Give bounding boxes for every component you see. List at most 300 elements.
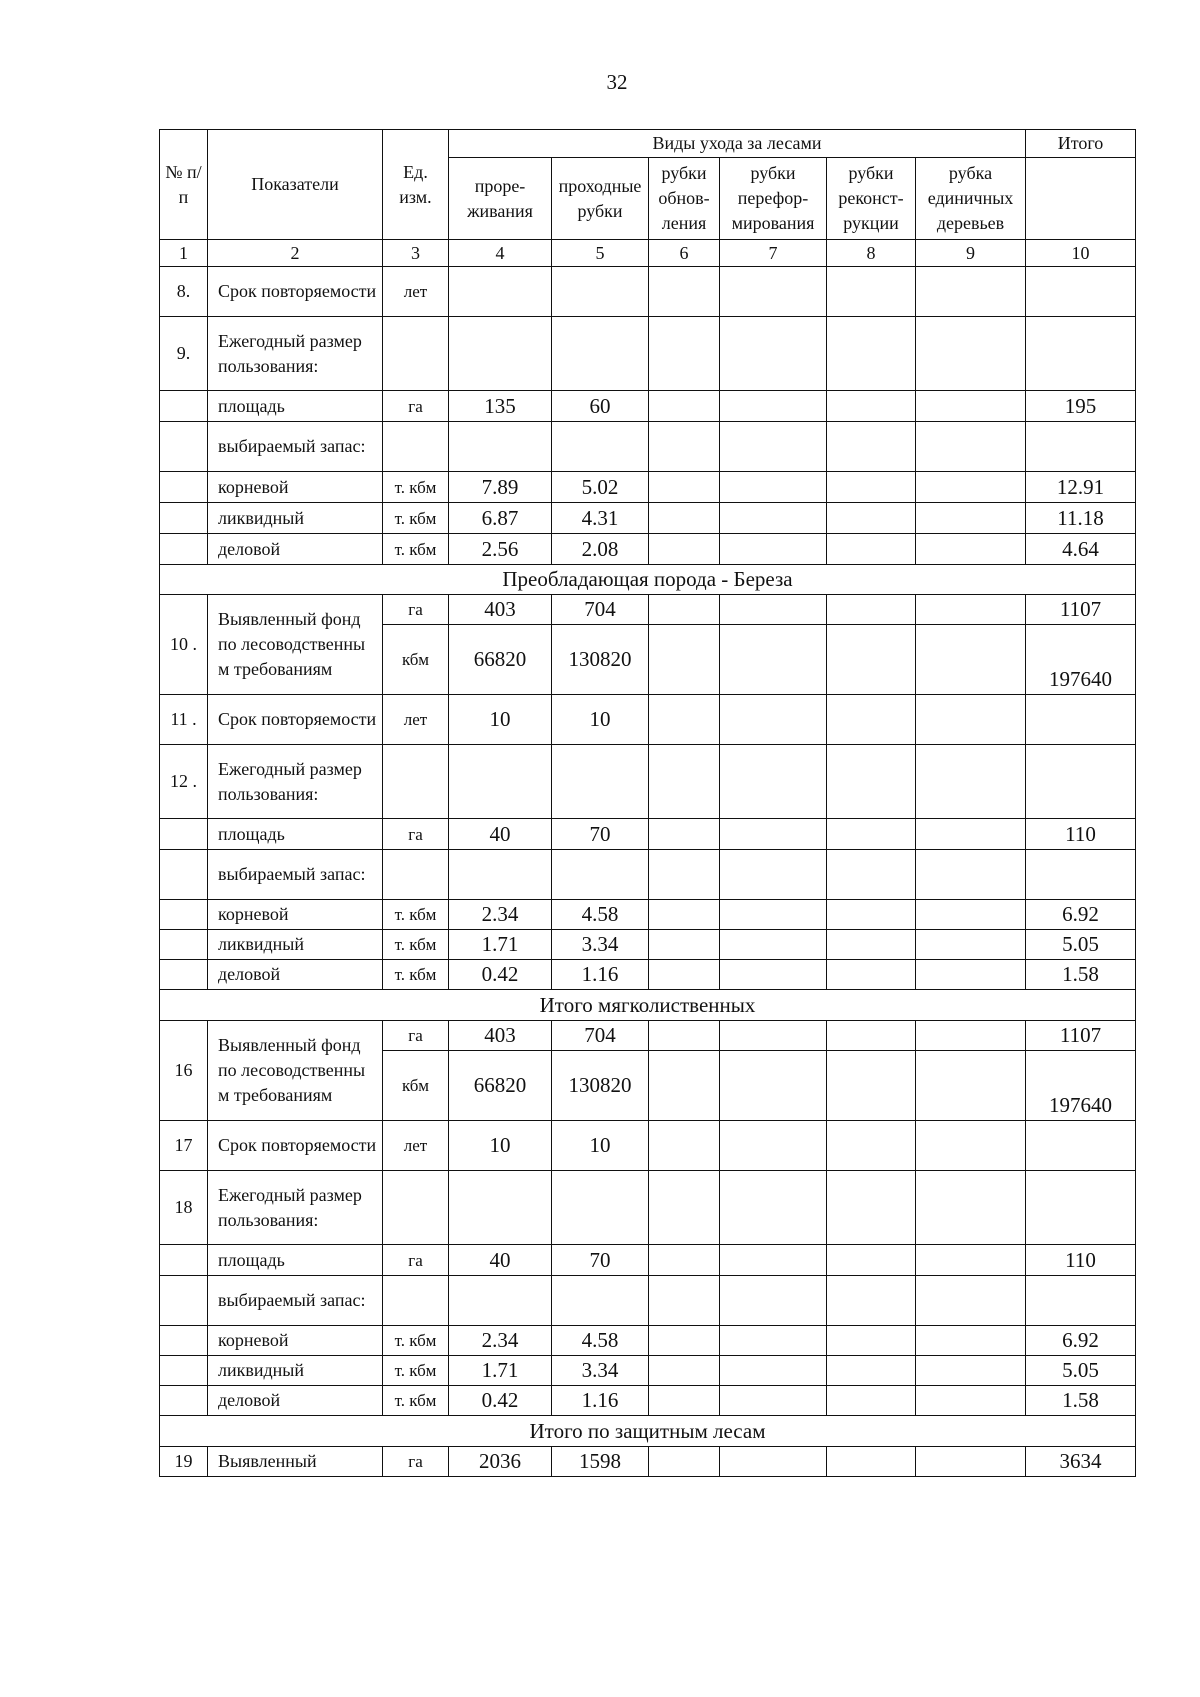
value-passage-cutting: 3.34: [552, 1356, 649, 1386]
empty-cell: [649, 1051, 720, 1121]
empty-cell: [916, 745, 1026, 819]
row-unit: кбм: [383, 625, 449, 695]
row-unit: га: [383, 595, 449, 625]
empty-cell: [916, 317, 1026, 391]
value-total: 1.58: [1026, 1386, 1136, 1416]
row-number: [160, 534, 208, 565]
value-passage-cutting: 60: [552, 391, 649, 422]
header-col-7: рубки перефор-мирования: [720, 158, 827, 240]
row-unit: га: [383, 819, 449, 850]
empty-cell: [827, 595, 916, 625]
empty-cell: [916, 850, 1026, 900]
row-unit: [383, 422, 449, 472]
row-label: Срок повторяемости: [208, 267, 383, 317]
empty-cell: [827, 1051, 916, 1121]
row-number: 18: [160, 1171, 208, 1245]
row-label: ликвидный: [208, 503, 383, 534]
row-number: 9.: [160, 317, 208, 391]
value-thinning: 7.89: [449, 472, 552, 503]
table-row: [160, 267, 1136, 317]
row-number: 16: [160, 1021, 208, 1121]
row-label: Выявленный фонд по лесоводственны м требованиям: [208, 1021, 383, 1121]
value-passage-cutting: 130820: [552, 625, 649, 695]
row-label: Срок повторяемости: [208, 1121, 383, 1171]
row-unit: т. кбм: [383, 900, 449, 930]
row-number: [160, 1356, 208, 1386]
value-total: [1026, 267, 1136, 317]
empty-cell: [720, 850, 827, 900]
value-total: [1026, 745, 1136, 819]
empty-cell: [720, 819, 827, 850]
table-row: [160, 1326, 1136, 1356]
row-unit: т. кбм: [383, 1356, 449, 1386]
value-passage-cutting: 70: [552, 819, 649, 850]
row-number: [160, 422, 208, 472]
empty-cell: [649, 819, 720, 850]
empty-cell: [720, 1386, 827, 1416]
value-total: 1.58: [1026, 960, 1136, 990]
empty-cell: [827, 1121, 916, 1171]
empty-cell: [720, 625, 827, 695]
page-number: 32: [606, 70, 628, 94]
empty-cell: [720, 1121, 827, 1171]
empty-cell: [649, 1386, 720, 1416]
value-total: [1026, 1121, 1136, 1171]
table-row: [160, 960, 1136, 990]
section-title: Преобладающая порода - Береза: [160, 565, 1136, 595]
empty-cell: [916, 422, 1026, 472]
col-number: 1: [160, 240, 208, 267]
value-thinning: 6.87: [449, 503, 552, 534]
row-label: выбираемый запас:: [208, 850, 383, 900]
row-number: [160, 391, 208, 422]
empty-cell: [916, 1386, 1026, 1416]
row-unit: т. кбм: [383, 503, 449, 534]
row-label: деловой: [208, 534, 383, 565]
empty-cell: [827, 1021, 916, 1051]
row-unit: [383, 850, 449, 900]
value-total: 3634: [1026, 1447, 1136, 1477]
empty-cell: [649, 534, 720, 565]
table-row: [160, 1021, 1136, 1051]
col-number: 3: [383, 240, 449, 267]
value-passage-cutting: [552, 1276, 649, 1326]
row-number: [160, 1326, 208, 1356]
table-row: [160, 900, 1136, 930]
col-number: 6: [649, 240, 720, 267]
header-unit: Ед. изм.: [383, 130, 449, 240]
value-total: [1026, 317, 1136, 391]
row-unit: т. кбм: [383, 534, 449, 565]
empty-cell: [720, 1051, 827, 1121]
value-thinning: 403: [449, 1021, 552, 1051]
empty-cell: [916, 900, 1026, 930]
empty-cell: [827, 625, 916, 695]
value-thinning: 66820: [449, 1051, 552, 1121]
value-total: 12.91: [1026, 472, 1136, 503]
value-thinning: 0.42: [449, 960, 552, 990]
value-total: 6.92: [1026, 1326, 1136, 1356]
table-row: [160, 503, 1136, 534]
row-label: деловой: [208, 1386, 383, 1416]
section-title: Итого мягколиственных: [160, 990, 1136, 1021]
value-total: 197640: [1026, 1051, 1136, 1121]
empty-cell: [720, 317, 827, 391]
row-number: 10 .: [160, 595, 208, 695]
empty-cell: [720, 960, 827, 990]
row-number: [160, 850, 208, 900]
empty-cell: [720, 595, 827, 625]
row-unit: т. кбм: [383, 1386, 449, 1416]
empty-cell: [916, 503, 1026, 534]
value-total: [1026, 1171, 1136, 1245]
empty-cell: [916, 960, 1026, 990]
value-thinning: [449, 850, 552, 900]
empty-cell: [649, 595, 720, 625]
empty-cell: [827, 850, 916, 900]
header-col-8: рубки реконст-рукции: [827, 158, 916, 240]
empty-cell: [649, 422, 720, 472]
value-total: 1107: [1026, 595, 1136, 625]
section-row: [160, 990, 1136, 1021]
value-thinning: 1.71: [449, 1356, 552, 1386]
empty-cell: [827, 930, 916, 960]
empty-cell: [649, 317, 720, 391]
col-number: 7: [720, 240, 827, 267]
header-col-9: рубка единичных деревьев: [916, 158, 1026, 240]
empty-cell: [720, 267, 827, 317]
value-total: 110: [1026, 819, 1136, 850]
value-passage-cutting: 5.02: [552, 472, 649, 503]
empty-cell: [827, 422, 916, 472]
empty-cell: [720, 503, 827, 534]
row-label: выбираемый запас:: [208, 1276, 383, 1326]
value-thinning: 2.34: [449, 900, 552, 930]
row-unit: т. кбм: [383, 960, 449, 990]
value-total: 5.05: [1026, 1356, 1136, 1386]
empty-cell: [916, 267, 1026, 317]
empty-cell: [720, 534, 827, 565]
row-label: площадь: [208, 819, 383, 850]
table-row: [160, 1447, 1136, 1477]
table-row: [160, 317, 1136, 391]
row-number: [160, 1276, 208, 1326]
value-thinning: 40: [449, 1245, 552, 1276]
value-passage-cutting: [552, 1171, 649, 1245]
value-passage-cutting: 4.58: [552, 900, 649, 930]
table-row: [160, 391, 1136, 422]
forest-care-table: [159, 129, 1136, 1477]
empty-cell: [649, 1171, 720, 1245]
value-passage-cutting: 3.34: [552, 930, 649, 960]
value-thinning: [449, 267, 552, 317]
row-label: площадь: [208, 391, 383, 422]
row-label: Ежегодный размер пользования:: [208, 317, 383, 391]
value-passage-cutting: [552, 422, 649, 472]
empty-cell: [720, 1276, 827, 1326]
row-unit: лет: [383, 695, 449, 745]
empty-cell: [827, 960, 916, 990]
row-unit: га: [383, 1021, 449, 1051]
empty-cell: [827, 1276, 916, 1326]
value-total: 11.18: [1026, 503, 1136, 534]
empty-cell: [827, 745, 916, 819]
value-passage-cutting: [552, 267, 649, 317]
row-unit: [383, 745, 449, 819]
empty-cell: [720, 1021, 827, 1051]
value-thinning: 135: [449, 391, 552, 422]
empty-cell: [720, 472, 827, 503]
empty-cell: [649, 1356, 720, 1386]
value-total: [1026, 422, 1136, 472]
empty-cell: [827, 900, 916, 930]
header-indicators: Показатели: [208, 130, 383, 240]
row-label: выбираемый запас:: [208, 422, 383, 472]
header-col-4: проре-живания: [449, 158, 552, 240]
empty-cell: [827, 819, 916, 850]
table-row: [160, 930, 1136, 960]
empty-cell: [916, 1276, 1026, 1326]
col-number: 2: [208, 240, 383, 267]
empty-cell: [916, 1245, 1026, 1276]
empty-cell: [916, 534, 1026, 565]
empty-cell: [916, 1171, 1026, 1245]
row-number: 19: [160, 1447, 208, 1477]
value-thinning: 2.56: [449, 534, 552, 565]
row-number: 17: [160, 1121, 208, 1171]
row-unit: га: [383, 391, 449, 422]
section-row: [160, 565, 1136, 595]
value-passage-cutting: 4.58: [552, 1326, 649, 1356]
row-number: [160, 819, 208, 850]
empty-cell: [720, 745, 827, 819]
row-number: [160, 930, 208, 960]
col-number: 10: [1026, 240, 1136, 267]
empty-cell: [827, 1356, 916, 1386]
table-row: [160, 1121, 1136, 1171]
row-label: Срок повторяемости: [208, 695, 383, 745]
table-row: [160, 595, 1136, 625]
empty-cell: [649, 960, 720, 990]
value-passage-cutting: [552, 317, 649, 391]
table-row: [160, 1356, 1136, 1386]
empty-cell: [649, 472, 720, 503]
row-label: корневой: [208, 1326, 383, 1356]
empty-cell: [649, 267, 720, 317]
row-label: корневой: [208, 472, 383, 503]
value-thinning: 1.71: [449, 930, 552, 960]
row-number: 8.: [160, 267, 208, 317]
table-row: [160, 472, 1136, 503]
row-unit: га: [383, 1447, 449, 1477]
header-total-blank: [1026, 158, 1136, 240]
empty-cell: [720, 1447, 827, 1477]
empty-cell: [649, 900, 720, 930]
empty-cell: [827, 317, 916, 391]
table-row: [160, 534, 1136, 565]
empty-cell: [649, 1276, 720, 1326]
value-passage-cutting: 4.31: [552, 503, 649, 534]
empty-cell: [720, 1245, 827, 1276]
empty-cell: [720, 930, 827, 960]
table-row: [160, 695, 1136, 745]
value-thinning: 403: [449, 595, 552, 625]
empty-cell: [827, 534, 916, 565]
empty-cell: [827, 1171, 916, 1245]
empty-cell: [916, 819, 1026, 850]
row-unit: т. кбм: [383, 930, 449, 960]
row-unit: [383, 1276, 449, 1326]
value-total: 1107: [1026, 1021, 1136, 1051]
header-num: № п/п: [160, 130, 208, 240]
row-label: Выявленный фонд по лесоводственны м требованиям: [208, 595, 383, 695]
row-number: [160, 472, 208, 503]
row-number: [160, 503, 208, 534]
header-group: Виды ухода за лесами: [449, 130, 1026, 158]
value-thinning: 2.34: [449, 1326, 552, 1356]
section-title: Итого по защитным лесам: [160, 1416, 1136, 1447]
value-passage-cutting: 704: [552, 595, 649, 625]
empty-cell: [649, 1326, 720, 1356]
value-thinning: 10: [449, 1121, 552, 1171]
value-passage-cutting: 2.08: [552, 534, 649, 565]
empty-cell: [916, 1447, 1026, 1477]
value-total: 195: [1026, 391, 1136, 422]
empty-cell: [827, 1245, 916, 1276]
empty-cell: [649, 930, 720, 960]
row-unit: т. кбм: [383, 472, 449, 503]
value-thinning: 40: [449, 819, 552, 850]
value-total: 5.05: [1026, 930, 1136, 960]
empty-cell: [720, 391, 827, 422]
value-total: 4.64: [1026, 534, 1136, 565]
empty-cell: [827, 1386, 916, 1416]
value-passage-cutting: [552, 850, 649, 900]
row-label: ликвидный: [208, 1356, 383, 1386]
value-passage-cutting: [552, 745, 649, 819]
value-passage-cutting: 10: [552, 1121, 649, 1171]
empty-cell: [827, 1326, 916, 1356]
table-row: [160, 1276, 1136, 1326]
table-row: [160, 745, 1136, 819]
empty-cell: [916, 625, 1026, 695]
value-total: [1026, 850, 1136, 900]
table-row: [160, 850, 1136, 900]
empty-cell: [649, 745, 720, 819]
empty-cell: [720, 695, 827, 745]
row-label: корневой: [208, 900, 383, 930]
row-unit: лет: [383, 1121, 449, 1171]
empty-cell: [827, 267, 916, 317]
empty-cell: [916, 1121, 1026, 1171]
value-passage-cutting: 1.16: [552, 960, 649, 990]
empty-cell: [649, 391, 720, 422]
empty-cell: [827, 695, 916, 745]
empty-cell: [649, 1245, 720, 1276]
section-row: [160, 1416, 1136, 1447]
row-number: [160, 960, 208, 990]
value-thinning: 10: [449, 695, 552, 745]
header-col-5: проходные рубки: [552, 158, 649, 240]
value-thinning: [449, 422, 552, 472]
row-unit: лет: [383, 267, 449, 317]
empty-cell: [649, 1121, 720, 1171]
value-total: 110: [1026, 1245, 1136, 1276]
empty-cell: [827, 503, 916, 534]
row-unit: т. кбм: [383, 1326, 449, 1356]
empty-cell: [649, 503, 720, 534]
value-passage-cutting: 130820: [552, 1051, 649, 1121]
row-label: площадь: [208, 1245, 383, 1276]
row-label: ликвидный: [208, 930, 383, 960]
row-number: [160, 900, 208, 930]
table-row: [160, 819, 1136, 850]
row-number: 11 .: [160, 695, 208, 745]
value-passage-cutting: 70: [552, 1245, 649, 1276]
table-body: [160, 267, 1136, 1477]
row-label: Ежегодный размер пользования:: [208, 745, 383, 819]
value-total: 6.92: [1026, 900, 1136, 930]
empty-cell: [916, 1356, 1026, 1386]
empty-cell: [827, 1447, 916, 1477]
value-thinning: [449, 317, 552, 391]
empty-cell: [720, 1326, 827, 1356]
value-passage-cutting: 1598: [552, 1447, 649, 1477]
column-number-row: [160, 240, 1136, 267]
empty-cell: [649, 850, 720, 900]
col-number: 5: [552, 240, 649, 267]
value-thinning: 66820: [449, 625, 552, 695]
value-passage-cutting: 1.16: [552, 1386, 649, 1416]
empty-cell: [916, 472, 1026, 503]
empty-cell: [916, 930, 1026, 960]
value-total: [1026, 1276, 1136, 1326]
table-row: [160, 1245, 1136, 1276]
empty-cell: [916, 1326, 1026, 1356]
header-total: Итого: [1026, 130, 1136, 158]
empty-cell: [827, 391, 916, 422]
empty-cell: [916, 391, 1026, 422]
col-number: 4: [449, 240, 552, 267]
col-number: 8: [827, 240, 916, 267]
empty-cell: [720, 1356, 827, 1386]
value-thinning: [449, 1276, 552, 1326]
empty-cell: [916, 695, 1026, 745]
empty-cell: [649, 695, 720, 745]
row-number: [160, 1386, 208, 1416]
value-passage-cutting: 10: [552, 695, 649, 745]
empty-cell: [916, 1021, 1026, 1051]
value-passage-cutting: 704: [552, 1021, 649, 1051]
table-row: [160, 1386, 1136, 1416]
row-label: деловой: [208, 960, 383, 990]
empty-cell: [720, 900, 827, 930]
value-thinning: [449, 745, 552, 819]
value-total: [1026, 695, 1136, 745]
empty-cell: [720, 422, 827, 472]
row-label: Ежегодный размер пользования:: [208, 1171, 383, 1245]
col-number: 9: [916, 240, 1026, 267]
value-thinning: 0.42: [449, 1386, 552, 1416]
row-label: Выявленный: [208, 1447, 383, 1477]
row-unit: [383, 317, 449, 391]
row-unit: га: [383, 1245, 449, 1276]
empty-cell: [720, 1171, 827, 1245]
table-row: [160, 422, 1136, 472]
row-unit: [383, 1171, 449, 1245]
row-number: 12 .: [160, 745, 208, 819]
row-unit: кбм: [383, 1051, 449, 1121]
